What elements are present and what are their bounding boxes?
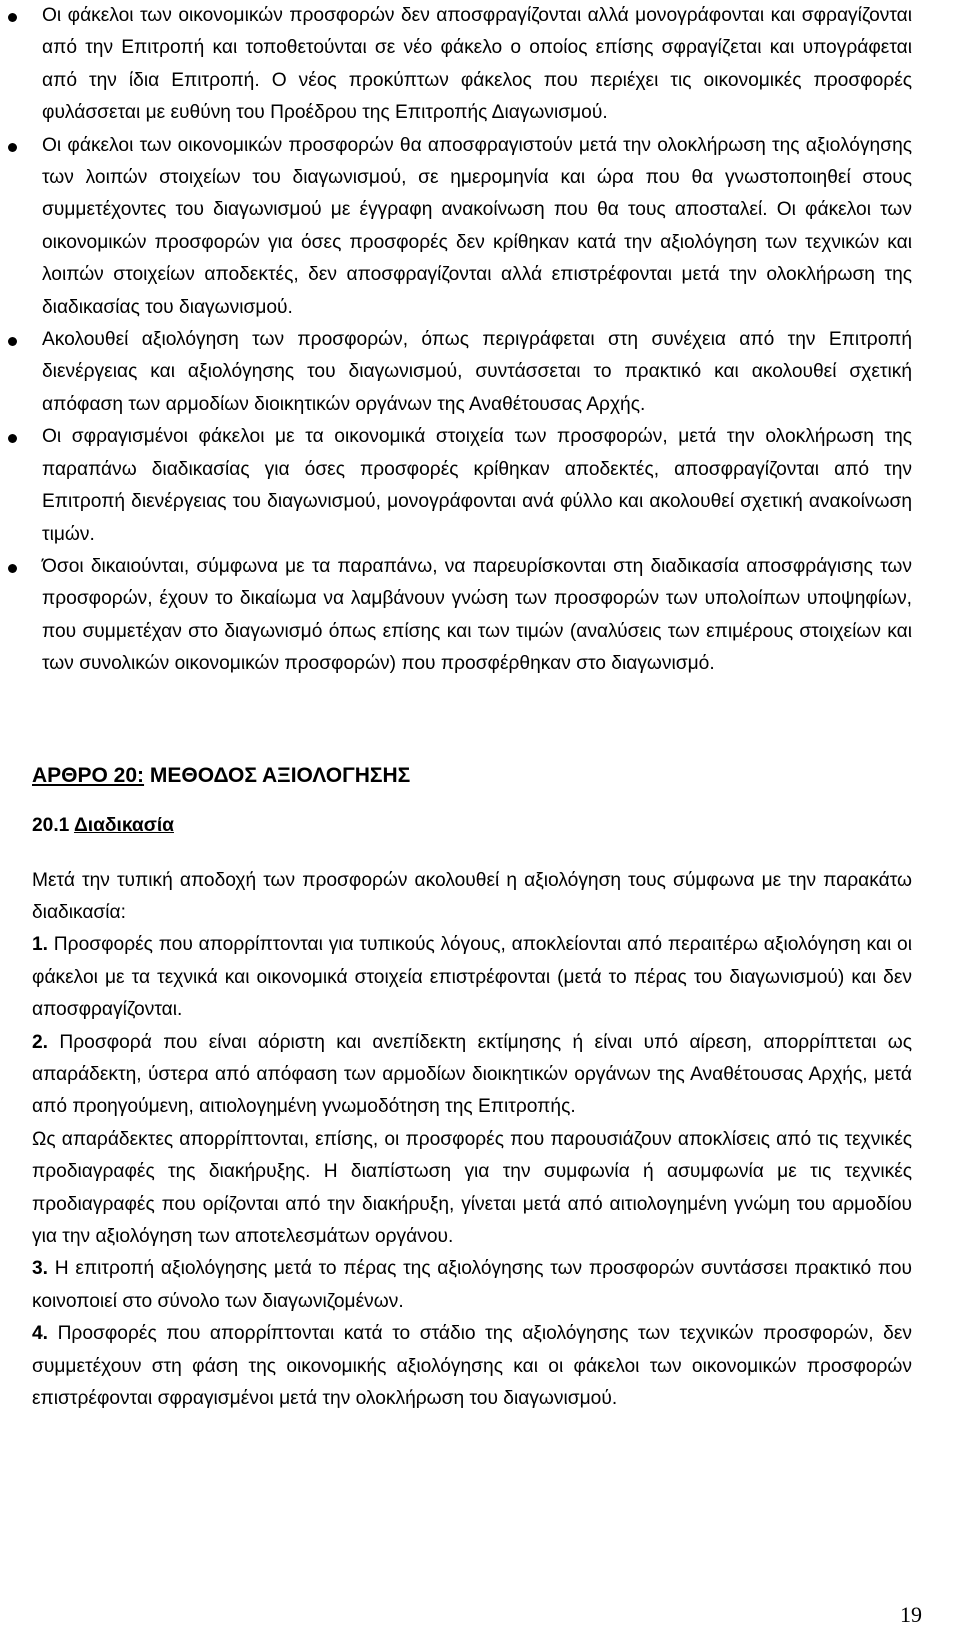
section-heading: Διαδικασία [73,814,174,836]
article-title [32,761,912,791]
bullet-item [32,324,912,421]
item-number: 4. [32,1323,49,1345]
intro-paragraph: Μετά την τυπική αποδοχή των προσφορών ακολουθεί η αξιολόγηση τους σύμφωνα με την παρακάτω διαδικασία: [32,869,912,923]
item-number: 3. [32,1258,49,1280]
bullet-icon [8,143,17,152]
item-text: Προσφορές που απορρίπτονται κατά το στάδιο της αξιολόγησης των τεχνικών προσφορών, δεν συμμετέχουν στη φάση της οικονομικής αξιολόγησης και οι φάκελοι των οικονομικών προσφορών επιστρέφονται σφραγισμένοι μετά την ολοκλήρωση του διαγωνισμού. [32,1323,912,1410]
section-number: 20.1 [32,814,70,836]
numbered-item [32,1318,912,1415]
item-number: 2. [32,1031,49,1053]
bullet-text: Όσοι δικαιούνται, σύμφωνα με τα παραπάνω, να παρευρίσκονται στη διαδικασία αποσφράγισης των προσφορών, έχουν το δικαίωμα να λαμβάνουν γνώση των προσφορών των υπολοίπων υποψηφίων, που συμμετέχαν στο διαγωνισμό όπως επίσης και των τιμών (αναλύσεις των επιμέρους στοιχείων και των συνολικών οικονομικών προσφορών) που προσφέρθηκαν στο διαγωνισμό. [42,555,912,675]
section-title [32,811,912,841]
bullet-list [32,0,912,681]
numbered-item [32,929,912,1026]
numbered-item [32,1253,912,1318]
article-prefix: ΑΡΘΡΟ 20: [32,763,145,787]
document-page [32,0,912,1415]
bullet-icon [8,564,17,573]
article-heading: ΜΕΘΟΔΟΣ ΑΞΙΟΛΟΓΗΣΗΣ [149,763,411,787]
item-text: Προσφορές που απορρίπτονται για τυπικούς λόγους, αποκλείονται από περαιτέρω αξιολόγηση και οι φάκελοι με τα τεχνικά και οικονομικά στοιχεία επιστρέφονται (μετά το πέρας του διαγωνισμού) και δεν αποσφραγίζονται. [32,934,912,1021]
bullet-item [32,421,912,551]
bullet-icon [8,434,17,443]
item-text: Προσφορά που είναι αόριστη και ανεπίδεκτη εκτίμησης ή είναι υπό αίρεση, απορρίπτεται ως απαράδεκτη, ύστερα από απόφαση των αρμοδίων διοικητικών οργάνων της Αναθέτουσας Αρχής, μετά από προηγούμενη, αιτιολογημένη γνωμοδότηση της Επιτροπής. [32,1031,912,1118]
page-number: 19 [900,1602,922,1627]
bullet-icon [8,337,17,346]
numbered-item [32,1027,912,1124]
bullet-icon [8,13,17,22]
item-number: 1. [32,934,49,956]
bullet-text: Οι σφραγισμένοι φάκελοι με τα οικονομικά στοιχεία των προσφορών, μετά την ολοκλήρωση της παραπάνω διαδικασίας για όσες προσφορές κρίθηκαν αποδεκτές, αποσφραγίζονται από την Επιτροπή διενέργειας του διαγωνισμού, μονογράφονται ανά φύλλο και ακολουθεί σχετική ανακοίνωση τιμών. [42,426,912,545]
bullet-item [32,130,912,324]
bullet-text: Οι φάκελοι των οικονομικών προσφορών δεν αποσφραγίζονται αλλά μονογράφονται και σφραγίζονται από την Επιτροπή και τοποθετούνται σε νέο φάκελο ο οποίος επίσης σφραγίζεται και υπογράφεται από την ίδια Επιτροπή. Ο νέος προκύπτων φάκελος που περιέχει τις οικονομικές προσφορές φυλάσσεται με ευθύνη του Προέδρου της Επιτροπής Διαγωνισμού. [42,5,912,124]
item-text: Η επιτροπή αξιολόγησης μετά το πέρας της αξιολόγησης των προσφορών συντάσσει πρακτικό που κοινοποιεί στο σύνολο των διαγωνιζομένων. [32,1258,912,1312]
bullet-text: Οι φάκελοι των οικονομικών προσφορών θα αποσφραγιστούν μετά την ολοκλήρωση της αξιολόγησης των λοιπών στοιχείων του διαγωνισμού, σε ημερομηνία και ώρα που θα γνωστοποιηθεί στους συμμετέχοντες του διαγωνισμού με έγγραφη ανακοίνωση που θα τους αποσταλεί. Οι φάκελοι των οικονομικών προσφορών για όσες προσφορές δεν κρίθηκαν κατά την αξιολόγηση των τεχνικών και λοιπών στοιχείων αποδεκτές, δεν αποσφραγίζονται αλλά επιστρέφονται μετά την ολοκλήρωση της διαδικασίας του διαγωνισμού. [42,134,912,318]
bullet-item [32,0,912,130]
note-paragraph: Ως απαράδεκτες απορρίπτονται, επίσης, οι προσφορές που παρουσιάζουν αποκλίσεις από τις τεχνικές προδιαγραφές της διακήρυξης. Η διαπίστωση για την συμφωνία ή ασυμφωνία με τις τεχνικές προδιαγραφές που ορίζονται από την διακήρυξη, γίνεται μετά από αιτιολογημένη γνώμη του αρμοδίου για την αξιολόγηση των αποτελεσμάτων οργάνου. [32,1128,912,1247]
bullet-text: Ακολουθεί αξιολόγηση των προσφορών, όπως περιγράφεται στη συνέχεια από την Επιτροπή διενέργειας και αξιολόγησης του διαγωνισμού, συντάσσεται το πρακτικό και ακολουθεί σχετική απόφαση των αρμοδίων διοικητικών οργάνων της Αναθέτουσας Αρχής. [42,329,912,415]
bullet-item [32,551,912,681]
